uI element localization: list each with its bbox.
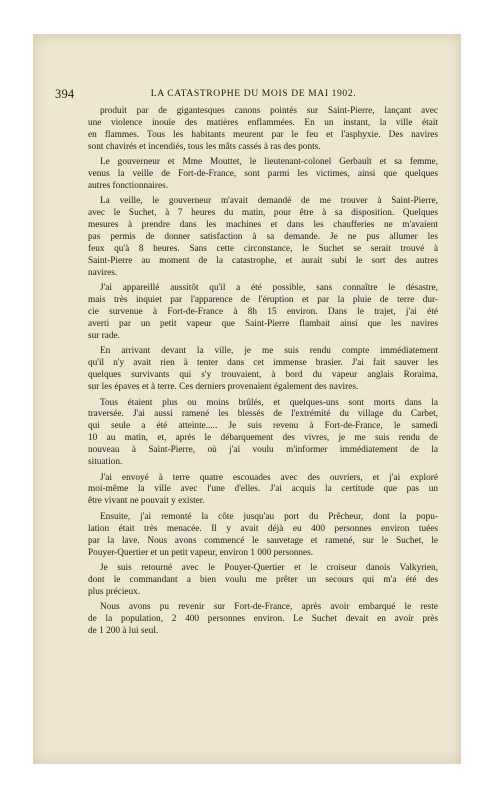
text-line: sont chavirés et incendiés, tous les mâts cassés à ras des ponts. — [88, 141, 321, 152]
text-line: nouveau à Saint-Pierre, où j'ai voulu m'informer immédiatement de la — [88, 445, 438, 456]
body-text — [88, 106, 438, 638]
text-line: Pouyer-Quertier et un petit vapeur, environ 1 000 personnes. — [88, 547, 314, 558]
text-line: par la lave. Nous avons commencé le sauvetage et ramené, sur le Suchet, le — [88, 535, 438, 546]
text-line: moi-même la ville avec l'une d'elles. J'ai acquis la certitude que pas un — [88, 484, 438, 495]
text-line: mesures à prendre dans les machines et dans les chaufferies ne m'avaient — [88, 220, 438, 231]
text-line: en flammes. Tous les habitants meurent par le feu et l'asphyxie. Des navires — [88, 129, 438, 140]
paragraph — [88, 473, 438, 509]
text-line: sur les épaves et à terre. Ces derniers provenaient également des navires. — [88, 382, 359, 393]
running-head — [55, 87, 438, 103]
text-line: sur rade. — [88, 331, 121, 342]
text-line: feux qu'à 8 heures. Sans cette circonstance, le Suchet se serait trouvé à — [88, 244, 438, 255]
text-line: averti par un petit vapeur que Saint-Pierre flambait ainsi que les navires — [88, 319, 438, 330]
running-title: LA CATASTROPHE DU MOIS DE MAI 1902. — [150, 88, 357, 99]
text-line: mais très inquiet par l'apparence de l'éruption et par la pluie de terre dur- — [88, 295, 438, 306]
text-line: J'ai envoyé à terre quatre escouades avec des ouvriers, et j'ai exploré — [100, 472, 438, 483]
paragraph — [88, 283, 438, 343]
text-line: avec le Suchet, à 7 heures du matin, pour être à sa disposition. Quelques — [88, 208, 438, 219]
text-line: Tous étaient plus ou moins brûlés, et quelques-uns sont morts dans la — [100, 397, 438, 408]
text-line: autres fonctionnaires. — [88, 181, 169, 192]
text-line: venus la veille de Fort-de-France, sont parmi les victimes, ainsi que quelques — [88, 169, 438, 180]
text-line: Nous avons pu revenir sur Fort-de-France, après avoir embarqué le reste — [100, 602, 438, 613]
text-line: qui seule a été atteinte..... Je suis revenu à Fort-de-France, le samedi — [88, 421, 438, 432]
text-line: Ensuite, j'ai remonté la côte jusqu'au port du Prêcheur, dont la popu- — [100, 511, 438, 522]
text-line: Le gouverneur et Mme Mouttet, le lieutenant-colonel Gerbault et sa femme, — [100, 157, 438, 168]
text-line: cie survenue à Fort-de-France à 8h 15 environ. Dans le trajet, j'ai été — [88, 307, 438, 318]
text-line: La veille, le gouverneur m'avait demandé de me trouver à Saint-Pierre, — [100, 196, 438, 207]
text-line: une violence inouïe des matières enflammées. En un instant, la ville était — [88, 117, 438, 128]
page-number: 394 — [55, 87, 75, 101]
text-line: traversée. J'ai aussi ramené les blessés de l'extrémité du village du Carbet, — [88, 409, 438, 420]
text-line: 10 au matin, et, après le débarquement des vivres, je me suis rendu de — [88, 433, 438, 444]
text-line: qu'il n'y avait rien à tenter dans cet immense brasier. J'ai fait sauver les — [88, 358, 438, 369]
paragraph — [88, 196, 438, 280]
text-line: plus précieux. — [88, 586, 141, 597]
text-line: Saint-Pierre au moment de la catastrophe, et aurait subi le sort des autres — [88, 256, 438, 267]
text-line: dont le commandant a bien voulu me prêter un secours qui m'a été des — [88, 574, 438, 585]
text-line: pas permis de donner satisfaction à sa demande. Je ne pus allumer les — [88, 232, 438, 243]
paragraph — [88, 398, 438, 470]
paragraph — [88, 563, 438, 599]
text-line: situation. — [88, 457, 123, 468]
paragraph — [88, 346, 438, 394]
text-line: de la population, 2 400 personnes environ. Le Suchet devait en avoir près — [88, 614, 438, 625]
paragraph — [88, 602, 438, 638]
paragraph — [88, 512, 438, 560]
text-line: être vivant ne pouvait y exister. — [88, 496, 205, 507]
text-line: de 1 200 à lui seul. — [88, 625, 159, 636]
text-line: Je suis retourné avec le Pouyer-Quertier et le croiseur danois Valkyrien, — [100, 562, 438, 573]
text-line: navires. — [88, 267, 118, 278]
text-line: J'ai appareillé aussitôt qu'il a été possible, sans connaître le désastre, — [100, 283, 438, 294]
text-line: quelques survivants qui s'y trouvaient, à bord du vapeur anglais Roraima, — [88, 370, 438, 381]
text-line: En arrivant devant la ville, je me suis rendu compte immédiatement — [100, 346, 438, 357]
paragraph — [88, 106, 438, 154]
text-line: lation était très menacée. Il y avait déjà eu 400 personnes environ tuées — [88, 523, 438, 534]
text-line: produit par de gigantesques canons pointés sur Saint-Pierre, lançant avec — [100, 106, 438, 116]
paragraph — [88, 157, 438, 193]
